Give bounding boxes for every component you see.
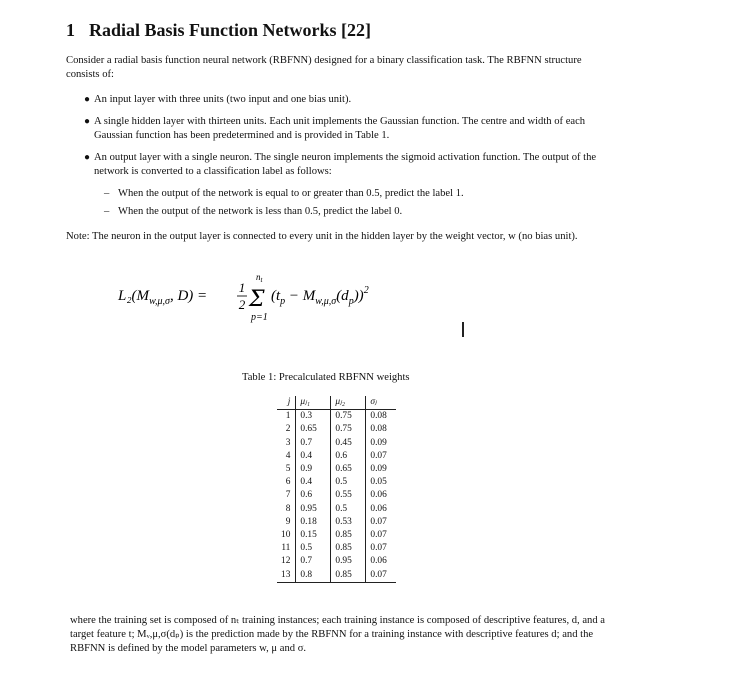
column-header-mu1: μⱼ₁ [296,396,331,410]
table-row [277,529,396,542]
table-cell: 0.75 [331,410,366,424]
table-row [277,463,396,476]
table-cell: 0.85 [331,569,366,583]
column-header-sigma: σⱼ [366,396,397,410]
list-item-text: A single hidden layer with thirteen units. Each unit implements the Gaussian function. The centre and width of each Gaussian function has been predetermined and is provided in Table 1. [94,116,586,141]
table-cell: 1 [277,410,296,424]
bullet-icon: ● [84,116,91,127]
list-item [66,93,611,107]
column-header-j: j [277,396,296,410]
formula-frac-den: 2 [238,297,246,312]
table-cell: 0.85 [331,529,366,542]
table-cell: 0.07 [370,530,387,541]
table-cell: 0.08 [370,424,387,435]
table-cell: 2 [277,423,296,436]
table-cell: 0.08 [370,411,387,422]
table-cell: 0.75 [331,423,366,436]
dash-icon: – [104,206,110,217]
table-cell: 0.09 [370,437,387,448]
table-cell: 0.06 [370,556,387,567]
table-cell: 0.6 [331,450,366,463]
table-cell: 0.4 [296,450,331,463]
table-header-row [277,396,396,410]
column-header-mu2: μⱼ₂ [331,396,366,410]
table-row [277,516,396,529]
table-cell: 0.3 [296,410,331,424]
table-cell: 0.65 [331,463,366,476]
table-cell: 0.07 [370,450,387,461]
table-cell: 0.85 [331,542,366,555]
table-cell: 4 [277,450,296,463]
table-cell: 0.5 [331,476,366,489]
table-cell: 7 [277,489,296,502]
table-cell: 0.45 [331,437,366,450]
table-cell: 0.5 [331,503,366,516]
formula-sum-upper-sub: t [260,276,263,284]
table-cell: 0.06 [370,490,387,501]
note-paragraph: Note: The neuron in the output layer is connected to every unit in the hidden layer by the weight vector, w (no bias unit). [66,231,578,242]
text-cursor [462,322,464,337]
table-cell: 0.06 [370,503,387,514]
table-cell: 5 [277,463,296,476]
loss-formula [118,266,438,326]
table-cell: 6 [277,476,296,489]
table-row [277,410,396,424]
sub-list [66,187,611,219]
sub-list-item [66,205,611,219]
table-cell: 0.8 [296,569,331,583]
table-cell: 0.5 [296,542,331,555]
sub-list-item-text: When the output of the network is less than 0.5, predict the label 0. [118,206,403,217]
bullet-icon: ● [84,94,91,105]
table-cell: 12 [277,555,296,568]
table-cell: 9 [277,516,296,529]
formula-sum-upper: n [256,272,261,282]
table-cell: 0.15 [296,529,331,542]
dash-icon: – [104,188,110,199]
formula-m-sub: w,μ,σ [315,296,337,307]
formula-body-arg: (d [336,288,349,304]
svg-text:nt [256,272,264,284]
table-cell: 0.7 [296,555,331,568]
table-caption: Table 1: Precalculated RBFNN weights [242,372,410,383]
table-row [277,503,396,516]
table-cell: 0.7 [296,437,331,450]
table-cell: 0.53 [331,516,366,529]
table-row [277,423,396,436]
sum-sign-icon: Σ [249,287,265,312]
closing-paragraph: where the training set is composed of nₜ training instances; each training instance is composed of descriptive features, d, and a target feature t; Mᵥ,μ,σ(dₚ) is the prediction made by the RBFNN for a training instance with descriptive features d; and the RBFNN is defined by the model parameters w, μ and σ. [70,615,605,654]
table-row [277,476,396,489]
table-row [277,450,396,463]
table-cell: 0.95 [296,503,331,516]
formula-t-sub: p [280,296,286,307]
table-cell: 0.09 [370,464,387,475]
intro-paragraph: Consider a radial basis function neural network (RBFNN) designed for a binary classification task. The RBFNN structure consists of: [66,55,582,80]
table-cell: 0.9 [296,463,331,476]
table-cell: 11 [277,542,296,555]
table-cell: 0.07 [370,543,387,554]
list-item-text: An output layer with a single neuron. The single neuron implements the sigmoid activation function. The output of the network is converted to a classification label as follows: [94,152,597,177]
structure-list [66,93,611,227]
table-row [277,542,396,555]
formula-lhs: L₂(M [118,288,150,304]
table-cell: 0.65 [296,423,331,436]
rbfnn-weights-table [277,396,396,583]
formula-body-mid: − M [285,288,316,304]
svg-text:L₂(Mw,μ,σ, D) = [117,288,207,307]
formula-lhs-args: , D) = [169,288,208,304]
table-cell: 0.55 [331,489,366,502]
section-title-text: Radial Basis Function Networks [22] [89,20,372,40]
list-item [66,151,611,219]
table-cell: 0.07 [366,569,397,583]
table-cell: 13 [277,569,296,583]
list-item-text: An input layer with three units (two input and one bias unit). [94,94,352,105]
list-item [66,115,611,143]
table-row [277,489,396,502]
table-body [277,410,396,583]
formula-lhs-sub: w,μ,σ [149,296,170,307]
table-row [277,437,396,450]
table-cell: 0.6 [296,489,331,502]
table-cell: 8 [277,503,296,516]
table-cell: 10 [277,529,296,542]
bullet-icon: ● [84,152,91,163]
sub-list-item [66,187,611,201]
table-cell: 0.18 [296,516,331,529]
table-row [277,569,396,583]
table-row [277,555,396,568]
table-cell: 0.95 [331,555,366,568]
section-heading [66,20,371,41]
table-cell: 3 [277,437,296,450]
table-cell: 0.07 [370,516,387,527]
formula-sum-lower: p=1 [251,312,268,323]
formula-body-pre: (t [271,288,281,304]
formula-power: 2 [363,285,369,296]
formula-frac-num: 1 [238,280,246,295]
sub-list-item-text: When the output of the network is equal to or greater than 0.5, predict the label 1. [118,188,464,199]
section-number: 1 [66,20,75,40]
table-cell: 0.05 [370,477,387,488]
formula-body-close: )) [353,288,364,304]
formula-arg-sub: p [348,296,354,307]
svg-text:(tp − Mw,μ,σ(dp))2 [271,285,369,307]
table-cell: 0.4 [296,476,331,489]
